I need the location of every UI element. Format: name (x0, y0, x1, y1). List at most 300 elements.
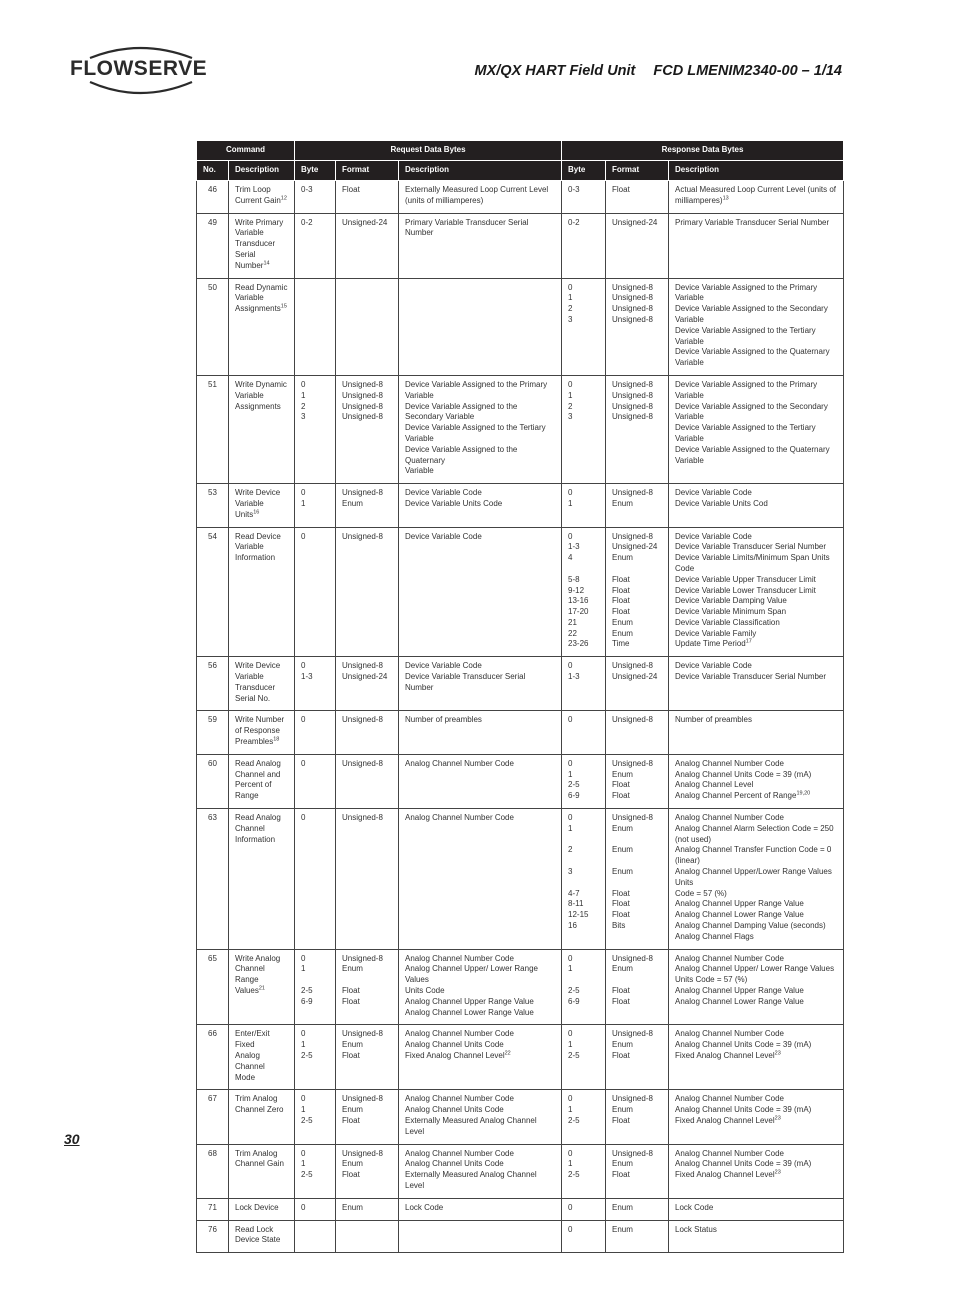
cell-response-format (606, 711, 669, 754)
cell-request-description-text: Device Variable Code (405, 531, 482, 541)
cell-command-description (229, 1220, 295, 1253)
cell-command-description (229, 809, 295, 950)
cell-response-description-text: Analog Channel Number Code Analog Channel Units Code = 39 (mA) Fixed Analog Channel Level (675, 1094, 812, 1125)
table-row (197, 1025, 844, 1090)
cell-command-number (197, 1144, 229, 1198)
cell-request-description-text: Analog Channel Number Code Analog Channel Units Code Externally Measured Analog Channel Level (405, 1148, 537, 1190)
cell-response-description (669, 711, 844, 754)
cell-response-format (606, 484, 669, 527)
cell-request-format (336, 213, 399, 278)
cell-request-format-text: Enum (342, 1202, 363, 1212)
cell-response-format (606, 375, 669, 483)
cell-request-description (399, 657, 562, 711)
cell-command-number-text: 67 (208, 1094, 217, 1104)
cell-response-format (606, 1025, 669, 1090)
cell-command-description (229, 484, 295, 527)
cell-response-description-text: Lock Status (675, 1224, 717, 1234)
cell-response-byte (562, 754, 606, 808)
cell-request-format (336, 711, 399, 754)
cell-response-byte-text: 0 1 2-5 6-9 (568, 758, 580, 801)
cell-command-description-text: Write Device Variable Transducer Serial No. (235, 661, 281, 703)
column-header-response-description: Description (669, 161, 844, 181)
cell-response-format-text: Unsigned-8 Enum Float Float (612, 758, 653, 801)
cell-response-format-text: Unsigned-24 (612, 217, 658, 227)
cell-command-description (229, 1025, 295, 1090)
cell-response-format (606, 1220, 669, 1253)
cell-response-format-text: Unsigned-8 Enum (612, 488, 653, 508)
cell-command-description-text: Trim Loop Current Gain (235, 185, 281, 205)
group-header-row (197, 141, 844, 161)
cell-request-description (399, 213, 562, 278)
document-id: FCD LMENIM2340-00 – 1/14 (653, 63, 842, 79)
cell-request-description (399, 181, 562, 214)
cell-request-byte (295, 1090, 336, 1144)
cell-request-format (336, 527, 399, 657)
cell-command-number (197, 657, 229, 711)
cell-command-number (197, 527, 229, 657)
cell-response-byte-text: 0 1 2 3 4-7 8-11 12-15 16 (568, 813, 589, 931)
cell-request-byte (295, 1025, 336, 1090)
cell-response-byte (562, 181, 606, 214)
cell-response-description (669, 527, 844, 657)
footnote-marker: 23 (774, 1169, 781, 1176)
cell-response-byte (562, 1090, 606, 1144)
cell-response-byte-text: 0-3 (568, 185, 580, 194)
cell-request-description (399, 711, 562, 754)
cell-response-byte (562, 527, 606, 657)
table-row (197, 1198, 844, 1220)
cell-command-description (229, 1090, 295, 1144)
cell-request-format-text: Unsigned-8 Enum Float (342, 1029, 383, 1060)
column-header-no: No. (197, 161, 229, 181)
cell-request-description-text: Analog Channel Number Code Analog Channel Upper/ Lower Range Values Units Code Analog Channel Upper Range Value Analog Channel Lower Range Value (405, 953, 538, 1017)
product-title: MX/QX HART Field Unit (474, 63, 636, 79)
cell-response-format-text: Unsigned-8 Enum Float (612, 1029, 653, 1060)
command-group-header: Command (197, 141, 295, 161)
cell-command-description-text: Read Lock Device State (235, 1224, 281, 1245)
footnote-marker: 14 (263, 260, 270, 267)
cell-command-number (197, 213, 229, 278)
cell-command-description (229, 711, 295, 754)
cell-request-format-text: Unsigned-8 Enum Float Float (342, 953, 383, 1006)
cell-response-format-text: Unsigned-8 Unsigned-24 Enum Float Float Float Float Enum Enum Time (612, 531, 658, 649)
cell-response-byte-text: 0 (568, 1202, 573, 1212)
table-row (197, 949, 844, 1025)
cell-request-format (336, 375, 399, 483)
cell-request-description (399, 809, 562, 950)
cell-response-description-text: Actual Measured Loop Current Level (units of milliamperes) (675, 185, 836, 205)
cell-response-description (669, 1025, 844, 1090)
cell-command-description-text: Enter/Exit Fixed Analog Channel Mode (235, 1029, 270, 1082)
cell-request-byte (295, 1220, 336, 1253)
footnote-marker: 15 (280, 303, 287, 310)
cell-request-byte-text: 0 1-3 (301, 661, 313, 682)
cell-command-description (229, 527, 295, 657)
cell-response-byte-text: 0 1 2 3 (568, 379, 573, 422)
cell-response-byte-text: 0 (568, 715, 573, 725)
cell-response-byte-text: 0 1-3 4 5-8 9-12 13-16 17-20 21 22 23-26 (568, 531, 589, 649)
cell-response-byte (562, 375, 606, 483)
cell-command-number (197, 181, 229, 214)
column-header-request-description: Description (399, 161, 562, 181)
cell-response-format (606, 1144, 669, 1198)
cell-command-number-text: 49 (208, 217, 217, 227)
cell-request-byte-text: 0 1 2-5 (301, 1094, 313, 1125)
cell-request-byte-text: 0 1 (301, 488, 306, 508)
cell-response-description-text: Lock Code (675, 1202, 714, 1212)
cell-request-format (336, 1090, 399, 1144)
cell-command-number-text: 53 (208, 488, 217, 498)
cell-request-format (336, 657, 399, 711)
cell-response-byte-text: 0 1 2 3 (568, 282, 573, 324)
cell-request-byte (295, 375, 336, 483)
cell-request-format (336, 949, 399, 1025)
cell-response-description-text: Device Variable Assigned to the Primary Variable Device Variable Assigned to the Secondary Variable Device Variable Assigned to the Tertiary Variable Device Variable Assigned to the Quaternary Variable (675, 282, 830, 368)
cell-response-byte (562, 949, 606, 1025)
cell-request-byte (295, 1198, 336, 1220)
cell-response-description-text: Analog Channel Number Code Analog Channel Alarm Selection Code = 250 (not used) Analog Channel Transfer Function Code = 0 (linear) Analog Channel Upper/Lower Range Values Units Code = 57 (%) Analog Channel Upper Range Value Analog Channel Lower Range Value Analog Channel Damping Value (seconds) Analog Channel Flags (675, 813, 834, 941)
cell-request-format (336, 484, 399, 527)
cell-response-format-text: Enum (612, 1202, 633, 1212)
cell-command-description-text: Read Analog Channel Information (235, 813, 281, 844)
cell-response-byte-text: 0 1-3 (568, 661, 580, 682)
cell-request-byte-text: 0 (301, 1202, 306, 1212)
cell-request-format-text: Unsigned-8 Enum (342, 488, 383, 508)
cell-response-format (606, 657, 669, 711)
cell-request-byte-text: 0 (301, 531, 306, 541)
cell-response-description-text: Analog Channel Number Code Analog Channel Units Code = 39 (mA) Fixed Analog Channel Level (675, 1029, 812, 1060)
cell-response-description (669, 657, 844, 711)
cell-request-byte (295, 949, 336, 1025)
cell-request-byte (295, 809, 336, 950)
cell-command-number (197, 1220, 229, 1253)
cell-command-number (197, 809, 229, 950)
cell-request-format-text: Unsigned-8 Unsigned-24 (342, 661, 388, 682)
cell-command-number (197, 949, 229, 1025)
cell-response-format-text: Unsigned-8 Unsigned-8 Unsigned-8 Unsigned-8 (612, 282, 653, 324)
brand-name: FLOWSERVE (70, 57, 208, 80)
cell-command-number (197, 484, 229, 527)
cell-response-byte (562, 1025, 606, 1090)
cell-command-number-text: 51 (208, 379, 217, 389)
cell-response-description-text: Device Variable Code Device Variable Units Cod (675, 488, 768, 508)
footnote-marker: 23 (774, 1115, 781, 1122)
table-row (197, 484, 844, 527)
cell-response-description-text: Analog Channel Number Code Analog Channel Upper/ Lower Range Values Units Code = 57 (%) Analog Channel Upper Range Value Analog Channel Lower Range Value (675, 953, 835, 1006)
cell-command-number-text: 54 (208, 531, 217, 541)
cell-command-description-text: Write Primary Variable Transducer Serial Number (235, 217, 284, 270)
cell-response-description (669, 809, 844, 950)
cell-request-description (399, 1144, 562, 1198)
cell-response-byte (562, 1198, 606, 1220)
cell-response-byte (562, 1144, 606, 1198)
cell-request-description (399, 1025, 562, 1090)
cell-command-number-text: 56 (208, 661, 217, 671)
cell-response-description (669, 1198, 844, 1220)
cell-command-description-text: Read Analog Channel and Percent of Range (235, 758, 281, 801)
cell-request-description (399, 375, 562, 483)
cell-request-byte-text: 0 1 2-5 (301, 1029, 313, 1060)
cell-request-format (336, 809, 399, 950)
cell-request-byte (295, 181, 336, 214)
column-header-response-format: Format (606, 161, 669, 181)
cell-response-format-text: Unsigned-8 Enum Enum Enum Float Float Float Bits (612, 813, 653, 931)
cell-request-description (399, 754, 562, 808)
cell-request-description (399, 949, 562, 1025)
cell-request-description-text: Lock Code (405, 1202, 444, 1212)
footnote-marker: 23 (774, 1050, 781, 1057)
table-row (197, 711, 844, 754)
cell-request-byte (295, 711, 336, 754)
cell-command-description-text: Trim Analog Channel Gain (235, 1148, 284, 1169)
cell-response-byte (562, 657, 606, 711)
cell-command-description-text: Write Analog Channel Range Values (235, 953, 281, 995)
cell-request-format (336, 1144, 399, 1198)
cell-response-format-text: Unsigned-8 (612, 715, 653, 725)
cell-command-description (229, 375, 295, 483)
cell-request-format (336, 1025, 399, 1090)
cell-request-byte (295, 527, 336, 657)
cell-response-format (606, 278, 669, 375)
cell-response-description-text: Device Variable Assigned to the Primary Variable Device Variable Assigned to the Secondary Variable Device Variable Assigned to the Tertiary Variable Device Variable Assigned to the Quaternary Variable (675, 379, 830, 465)
cell-request-byte-text: 0-3 (301, 185, 313, 194)
table-row (197, 809, 844, 950)
cell-request-description (399, 484, 562, 527)
cell-command-number (197, 278, 229, 375)
cell-command-description (229, 754, 295, 808)
table-row (197, 1090, 844, 1144)
cell-response-description (669, 949, 844, 1025)
cell-request-description (399, 1090, 562, 1144)
cell-command-description-text: Write Device Variable Units (235, 488, 281, 519)
cell-request-format-text: Unsigned-8 (342, 758, 383, 768)
request-group-header: Request Data Bytes (295, 141, 562, 161)
cell-response-format (606, 1090, 669, 1144)
cell-request-byte (295, 278, 336, 375)
table-row (197, 754, 844, 808)
cell-request-byte (295, 754, 336, 808)
cell-request-format-text: Unsigned-8 Enum Float (342, 1094, 383, 1125)
cell-response-byte-text: 0 1 2-5 6-9 (568, 953, 580, 1006)
cell-command-description (229, 657, 295, 711)
cell-request-description (399, 278, 562, 375)
cell-request-description-text: Primary Variable Transducer Serial Number (405, 217, 529, 238)
table-row (197, 181, 844, 214)
cell-command-number-text: 65 (208, 953, 217, 963)
cell-command-number-text: 50 (208, 282, 217, 292)
cell-response-byte-text: 0 1 2-5 (568, 1094, 580, 1125)
footnote-marker: 18 (273, 736, 280, 743)
cell-command-number-text: 63 (208, 813, 217, 823)
cell-request-byte (295, 484, 336, 527)
cell-command-number-text: 76 (208, 1224, 217, 1234)
cell-request-format (336, 181, 399, 214)
column-header-description: Description (229, 161, 295, 181)
cell-response-format (606, 949, 669, 1025)
hart-command-table (196, 140, 844, 1253)
cell-command-number (197, 711, 229, 754)
cell-response-format-text: Unsigned-8 Enum Float Float (612, 953, 653, 1006)
cell-response-description (669, 484, 844, 527)
cell-response-description (669, 213, 844, 278)
cell-response-description-text: Primary Variable Transducer Serial Number (675, 217, 830, 227)
cell-request-description (399, 1198, 562, 1220)
cell-response-format (606, 1198, 669, 1220)
cell-response-format (606, 754, 669, 808)
cell-command-number (197, 1198, 229, 1220)
footnote-marker: 16 (253, 509, 260, 516)
cell-response-byte-text: 0 1 (568, 488, 573, 508)
cell-request-format (336, 1198, 399, 1220)
cell-response-format (606, 213, 669, 278)
cell-response-byte-text: 0-2 (568, 217, 580, 227)
cell-command-number-text: 59 (208, 715, 217, 725)
cell-response-description-text: Number of preambles (675, 715, 752, 725)
table-row (197, 1220, 844, 1253)
cell-request-format-text: Float (342, 185, 360, 194)
cell-request-description-text: Device Variable Code Device Variable Transducer Serial Number (405, 661, 526, 692)
cell-command-description (229, 1198, 295, 1220)
cell-command-number (197, 1090, 229, 1144)
cell-command-description (229, 278, 295, 375)
footnote-marker: 22 (504, 1050, 511, 1057)
cell-response-byte-text: 0 1 2-5 (568, 1148, 580, 1180)
cell-response-description (669, 754, 844, 808)
cell-command-description (229, 213, 295, 278)
footnote-marker: 12 (280, 195, 287, 202)
cell-command-number-text: 46 (208, 185, 217, 194)
cell-response-byte (562, 809, 606, 950)
table-row (197, 1144, 844, 1198)
footnote-marker: 21 (258, 985, 265, 992)
cell-response-description (669, 1220, 844, 1253)
cell-request-format-text: Unsigned-8 (342, 531, 383, 541)
footnote-marker: 13 (722, 195, 729, 202)
cell-command-number-text: 66 (208, 1029, 217, 1039)
cell-response-description-text: Analog Channel Number Code Analog Channel Units Code = 39 (mA) Fixed Analog Channel Level (675, 1148, 812, 1180)
cell-command-number-text: 68 (208, 1148, 217, 1158)
cell-response-description (669, 1144, 844, 1198)
cell-request-description-text: Number of preambles (405, 715, 482, 725)
cell-request-format-text: Unsigned-8 Enum Float (342, 1148, 383, 1180)
cell-response-description-text: Device Variable Code Device Variable Transducer Serial Number Device Variable Limits/Minimum Span Units Code Device Variable Upper Transducer Limit Device Variable Lower Transducer Limit Device Variable Damping Value Device Variable Minimum Span Device Variable Classification Device Variable Family Update Time Period (675, 531, 830, 649)
cell-request-format (336, 1220, 399, 1253)
table-row (197, 375, 844, 483)
cell-request-format (336, 754, 399, 808)
table-row (197, 527, 844, 657)
cell-response-description (669, 278, 844, 375)
cell-request-format-text: Unsigned-8 Unsigned-8 Unsigned-8 Unsigned-8 (342, 379, 383, 422)
cell-request-description-text: Externally Measured Loop Current Level (units of milliamperes) (405, 185, 549, 205)
cell-response-format-text: Unsigned-8 Unsigned-8 Unsigned-8 Unsigned-8 (612, 379, 653, 422)
cell-response-format-text: Enum (612, 1224, 633, 1234)
cell-request-byte-text: 0 (301, 813, 306, 823)
cell-command-description (229, 181, 295, 214)
cell-response-format (606, 527, 669, 657)
cell-command-description-text: Write Dynamic Variable Assignments (235, 379, 287, 411)
cell-request-byte-text: 0 (301, 758, 306, 768)
cell-response-byte-text: 0 1 2-5 (568, 1029, 580, 1060)
cell-response-byte (562, 278, 606, 375)
cell-request-format-text: Unsigned-8 (342, 715, 383, 725)
column-header-response-byte: Byte (562, 161, 606, 181)
cell-request-format (336, 278, 399, 375)
table-row (197, 213, 844, 278)
cell-response-format-text: Float (612, 185, 630, 194)
cell-request-byte (295, 213, 336, 278)
cell-response-format-text: Unsigned-8 Unsigned-24 (612, 661, 658, 682)
cell-request-format-text: Unsigned-8 (342, 813, 383, 823)
cell-command-description (229, 949, 295, 1025)
cell-request-description-text: Device Variable Assigned to the Primary Variable Device Variable Assigned to the Secondary Variable Device Variable Assigned to the Tertiary Variable Device Variable Assigned to the Quaternary Variable (405, 379, 548, 476)
cell-response-description (669, 1090, 844, 1144)
cell-response-byte (562, 484, 606, 527)
cell-command-description-text: Read Device Variable Information (235, 531, 281, 563)
cell-request-byte-text: 0 1 2-5 (301, 1148, 313, 1180)
cell-request-byte-text: 0 (301, 715, 306, 725)
document-title (475, 63, 842, 79)
cell-request-byte-text: 0 1 2 3 (301, 379, 306, 422)
cell-response-byte-text: 0 (568, 1224, 573, 1234)
cell-command-description-text: Lock Device (235, 1202, 279, 1212)
column-header-row (197, 161, 844, 181)
cell-command-number (197, 754, 229, 808)
cell-response-byte (562, 213, 606, 278)
cell-request-description-text: Analog Channel Number Code (405, 813, 514, 823)
cell-request-format-text: Unsigned-24 (342, 217, 388, 227)
table-row (197, 278, 844, 375)
column-header-request-byte: Byte (295, 161, 336, 181)
footnote-marker: 19,20 (796, 790, 811, 797)
cell-response-format (606, 809, 669, 950)
page-number: 30 (64, 1131, 80, 1147)
cell-response-byte (562, 1220, 606, 1253)
cell-request-description-text: Analog Channel Number Code Analog Channel Units Code Fixed Analog Channel Level (405, 1029, 514, 1060)
cell-request-description-text: Analog Channel Number Code (405, 758, 514, 768)
cell-command-number (197, 375, 229, 483)
cell-command-number-text: 60 (208, 758, 217, 768)
cell-request-byte (295, 657, 336, 711)
cell-command-description-text: Write Number of Response Preambles (235, 715, 285, 747)
cell-response-description-text: Analog Channel Number Code Analog Channel Units Code = 39 (mA) Analog Channel Level Analog Channel Percent of Range (675, 758, 812, 801)
cell-command-number-text: 71 (208, 1202, 217, 1212)
cell-command-description (229, 1144, 295, 1198)
cell-response-format-text: Unsigned-8 Enum Float (612, 1148, 653, 1180)
cell-request-description (399, 1220, 562, 1253)
cell-response-byte (562, 711, 606, 754)
flowserve-logo (70, 44, 210, 96)
cell-request-description-text: Analog Channel Number Code Analog Channel Units Code Externally Measured Analog Channel Level (405, 1094, 537, 1136)
cell-response-format-text: Unsigned-8 Enum Float (612, 1094, 653, 1125)
cell-request-byte-text: 0-2 (301, 217, 313, 227)
cell-command-description-text: Read Dynamic Variable Assignments (235, 282, 288, 314)
footnote-marker: 17 (745, 638, 752, 645)
cell-response-description-text: Device Variable Code Device Variable Transducer Serial Number (675, 661, 827, 682)
cell-request-byte-text: 0 1 2-5 6-9 (301, 953, 313, 1006)
cell-request-description-text: Device Variable Code Device Variable Units Code (405, 488, 503, 508)
cell-request-description (399, 527, 562, 657)
table-body (197, 181, 844, 1253)
column-header-request-format: Format (336, 161, 399, 181)
cell-response-format (606, 181, 669, 214)
table-row (197, 657, 844, 711)
cell-response-description (669, 375, 844, 483)
cell-request-byte (295, 1144, 336, 1198)
cell-command-description-text: Trim Analog Channel Zero (235, 1094, 284, 1115)
response-group-header: Response Data Bytes (562, 141, 844, 161)
cell-command-number (197, 1025, 229, 1090)
cell-response-description (669, 181, 844, 214)
